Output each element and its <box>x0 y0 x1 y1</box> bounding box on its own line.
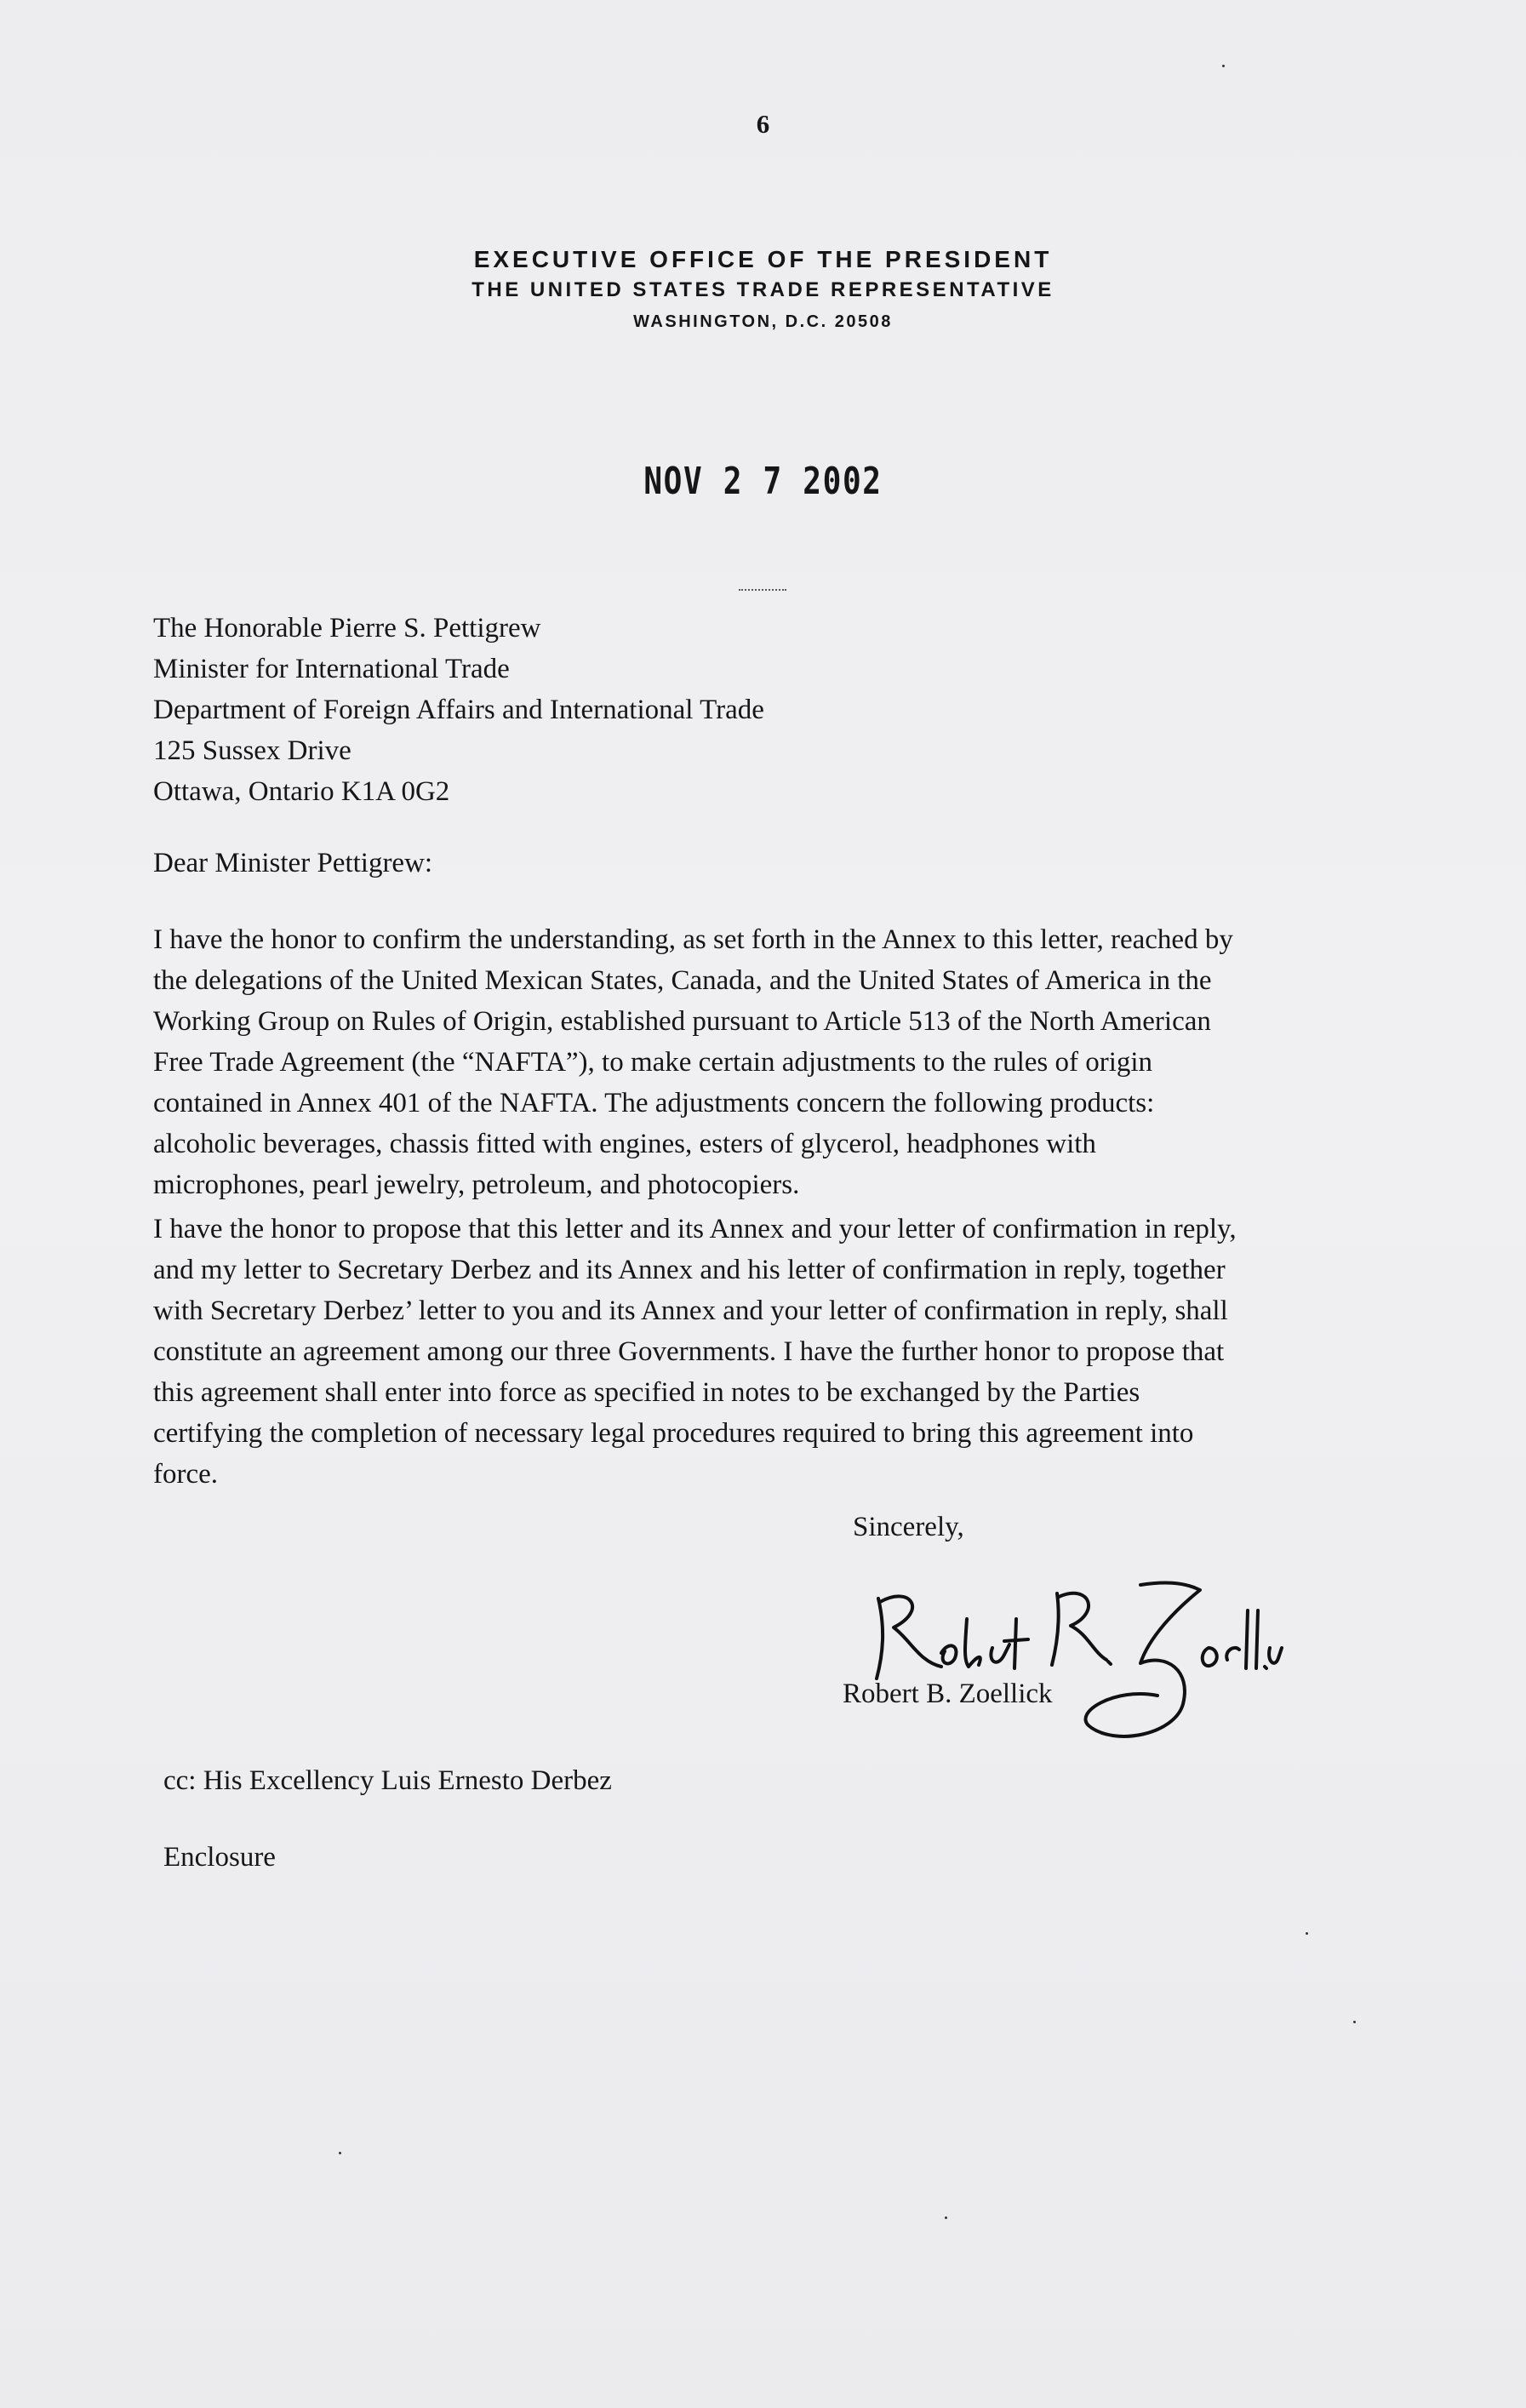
paragraph-line: I have the honor to confirm the understanding, as set forth in the Annex to this letter, reached by <box>153 924 1233 955</box>
handwritten-signature <box>860 1559 1285 1764</box>
stamp-mark <box>739 589 786 593</box>
enclosure-line: Enclosure <box>163 1842 276 1873</box>
scan-speck <box>945 2216 947 2219</box>
page-number: 6 <box>756 109 770 139</box>
letterhead-line-3: WASHINGTON, D.C. 20508 <box>633 312 893 331</box>
date-stamp: NOV 2 7 2002 <box>643 460 883 503</box>
cc-line: cc: His Excellency Luis Ernesto Derbez <box>163 1765 612 1796</box>
scan-speck <box>339 2152 341 2154</box>
scan-speck <box>1353 2021 1356 2023</box>
letterhead <box>0 243 1526 339</box>
paragraph-line: Working Group on Rules of Origin, established pursuant to Article 513 of the North American <box>153 1006 1211 1037</box>
closing: Sincerely, <box>853 1512 964 1542</box>
scan-speck <box>1222 65 1225 67</box>
paragraph-line: the delegations of the United Mexican States, Canada, and the United States of America in the <box>153 965 1212 996</box>
paragraph-line: microphones, pearl jewelry, petroleum, and photocopiers. <box>153 1170 800 1200</box>
salutation: Dear Minister Pettigrew: <box>153 848 433 878</box>
scan-speck <box>1306 1932 1308 1935</box>
paragraph-line: with Secretary Derbez’ letter to you and its Annex and your letter of confirmation in reply, shall <box>153 1296 1228 1326</box>
paragraph-line: certifying the completion of necessary legal procedures required to bring this agreement into <box>153 1418 1194 1449</box>
paragraph-2 <box>153 1209 1396 1495</box>
paragraph-line: Free Trade Agreement (the “NAFTA”), to make certain adjustments to the rules of origin <box>153 1047 1153 1078</box>
paragraph-line: and my letter to Secretary Derbez and its Annex and his letter of confirmation in reply, together <box>153 1255 1226 1285</box>
paragraph-line: contained in Annex 401 of the NAFTA. The adjustments concern the following products: <box>153 1088 1155 1118</box>
signer-name: Robert B. Zoellick <box>843 1679 1053 1709</box>
paragraph-line: force. <box>153 1459 219 1490</box>
addressee-block <box>153 608 1396 812</box>
letterhead-line-1: EXECUTIVE OFFICE OF THE PRESIDENT <box>473 246 1053 272</box>
addressee-line: Minister for International Trade <box>153 654 510 684</box>
addressee-line: Department of Foreign Affairs and International Trade <box>153 695 764 725</box>
paragraph-line: I have the honor to propose that this letter and its Annex and your letter of confirmation in reply, <box>153 1214 1237 1244</box>
paragraph-line: constitute an agreement among our three Governments. I have the further honor to propose that <box>153 1336 1225 1367</box>
letterhead-line-2: THE UNITED STATES TRADE REPRESENTATIVE <box>472 278 1054 301</box>
paragraph-line: alcoholic beverages, chassis fitted with engines, esters of glycerol, headphones with <box>153 1129 1096 1159</box>
addressee-line: Ottawa, Ontario K1A 0G2 <box>153 776 450 807</box>
paragraph-1 <box>153 919 1396 1205</box>
addressee-line: The Honorable Pierre S. Pettigrew <box>153 613 541 643</box>
paragraph-line: this agreement shall enter into force as specified in notes to be exchanged by the Parties <box>153 1377 1140 1408</box>
addressee-line: 125 Sussex Drive <box>153 735 351 766</box>
